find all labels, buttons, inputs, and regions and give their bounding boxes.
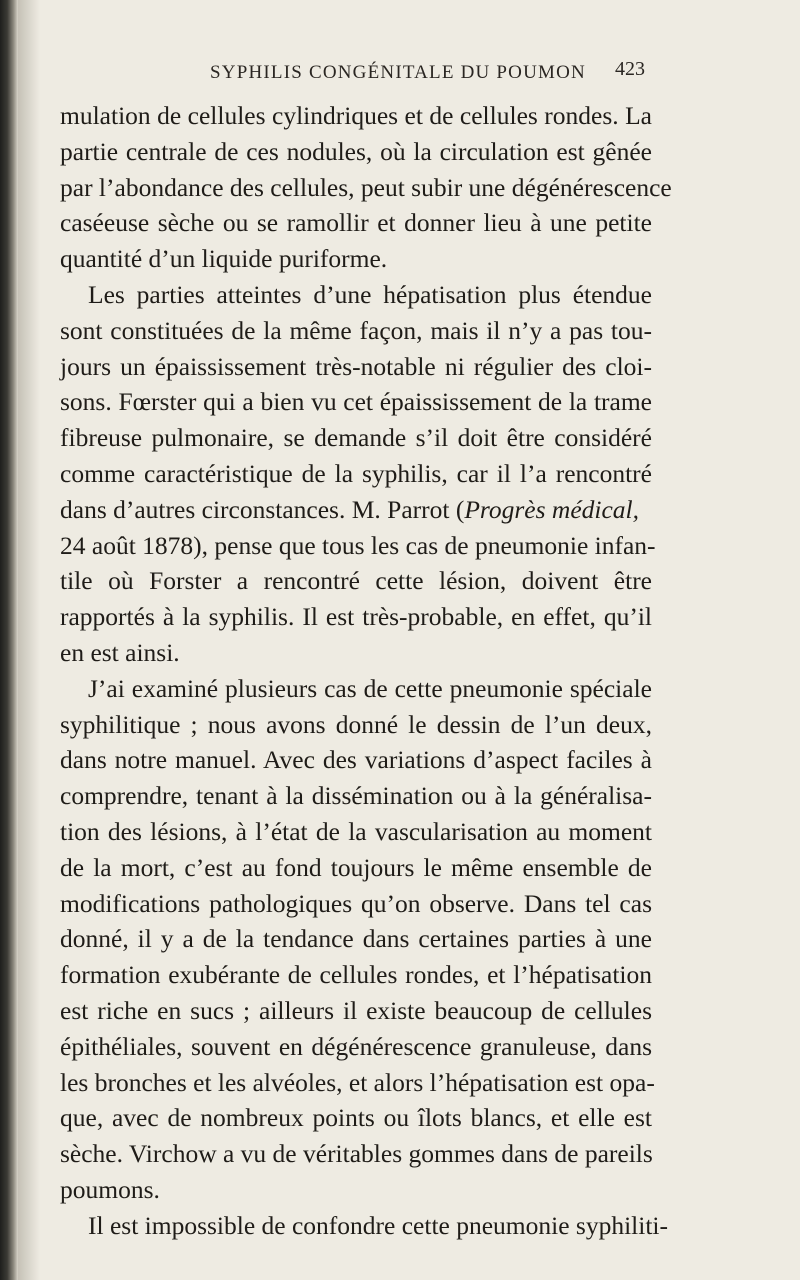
paragraph-start-line: Les parties atteintes d’une hépatisation plus étendue: [88, 279, 652, 309]
text-line: rapportés à la syphilis. Il est très-probable, en effet, qu’il: [60, 602, 652, 632]
text-line: quantité d’un liquide puriforme.: [60, 244, 388, 274]
text-line: fibreuse pulmonaire, se demande s’il doit être considéré: [60, 423, 652, 453]
text-line: que, avec de nombreux points ou îlots blancs, et elle est: [60, 1103, 652, 1133]
text-line: par l’abondance des cellules, peut subir une dégénérescence: [60, 172, 672, 202]
text-line: sèche. Virchow a vu de véritables gommes dans de pareils: [60, 1139, 653, 1169]
text-line: partie centrale de ces nodules, où la circulation est gênée: [60, 136, 652, 166]
book-spine-shadow: [0, 0, 18, 1280]
text-body: [60, 98, 760, 1244]
text-line-segment: dans d’autres circonstances. M. Parrot (: [60, 494, 465, 524]
text-line: syphilitique ; nous avons donné le dessin de l’un deux,: [60, 709, 652, 739]
text-line: en est ainsi.: [60, 637, 180, 667]
italic-citation: Progrès médical,: [464, 494, 640, 524]
paragraph-start-line: J’ai examiné plusieurs cas de cette pneumonie spéciale: [88, 673, 652, 703]
text-line: tile où Forster a rencontré cette lésion, doivent être: [60, 566, 652, 596]
text-line: comprendre, tenant à la dissémination ou à la généralisa-: [60, 781, 652, 811]
running-head: [60, 58, 760, 92]
text-line: de la mort, c’est au fond toujours le même ensemble de: [60, 852, 652, 882]
text-line: sons. Fœrster qui a bien vu cet épaississement de la trame: [60, 387, 652, 417]
text-line: comme caractéristique de la syphilis, car il l’a rencontré: [60, 458, 652, 488]
text-line: mulation de cellules cylindriques et de cellules rondes. La: [60, 101, 652, 130]
text-line: sont constituées de la même façon, mais il n’y a pas tou-: [60, 315, 652, 345]
book-page: [60, 58, 760, 1244]
running-title: SYPHILIS CONGÉNITALE DU POUMON: [210, 62, 586, 83]
text-line: poumons.: [60, 1174, 160, 1204]
text-line: caséeuse sèche ou se ramollir et donner lieu à une petite: [60, 208, 652, 238]
text-line: modifications pathologiques qu’on observe. Dans tel cas: [60, 888, 652, 918]
text-line: dans notre manuel. Avec des variations d’aspect faciles à: [60, 745, 652, 775]
gutter-shading: [18, 0, 40, 1280]
text-line: 24 août 1878), pense que tous les cas de pneumonie infan-: [60, 530, 656, 560]
text-line: est riche en sucs ; ailleurs il existe beaucoup de cellules: [60, 995, 652, 1025]
text-line: les bronches et les alvéoles, et alors l’hépatisation est opa-: [60, 1067, 655, 1097]
text-line: donné, il y a de la tendance dans certaines parties à une: [60, 924, 652, 954]
page-number: 423: [615, 58, 645, 80]
text-line: jours un épaississement très-notable ni régulier des cloi-: [60, 351, 652, 381]
text-line: formation exubérante de cellules rondes, et l’hépatisation: [60, 960, 652, 990]
paragraph-start-line: Il est impossible de confondre cette pneumonie syphiliti-: [88, 1210, 668, 1240]
text-line: épithéliales, souvent en dégénérescence granuleuse, dans: [60, 1031, 652, 1061]
text-line: tion des lésions, à l’état de la vascularisation au moment: [60, 816, 652, 846]
text-line-with-citation: [60, 492, 652, 528]
